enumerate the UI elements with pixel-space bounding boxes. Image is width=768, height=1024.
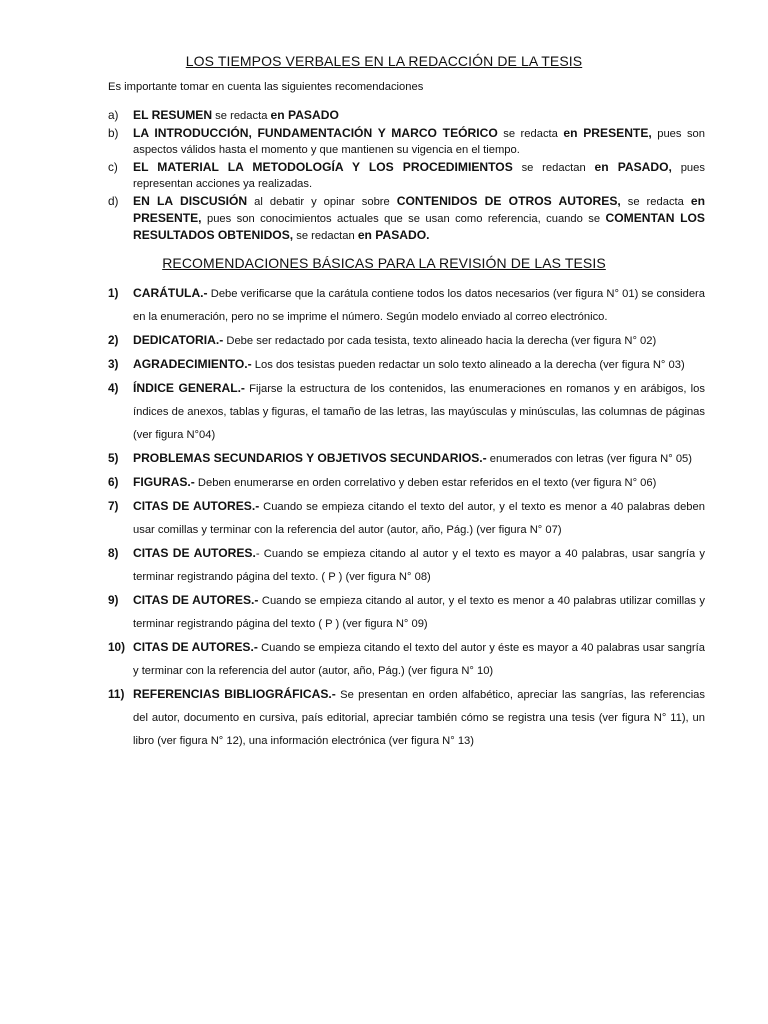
list-item <box>108 193 705 244</box>
item-heading: CITAS DE AUTORES.- <box>133 499 260 513</box>
list-item <box>108 495 705 542</box>
item-emphasis: en PASADO. <box>357 228 430 242</box>
list-item <box>108 353 705 377</box>
item-text: enumerados con letras (ver figura N° 05) <box>486 453 693 465</box>
list-marker: 6) <box>108 475 119 489</box>
list-item <box>108 159 705 192</box>
item-text: se redactan <box>512 162 595 174</box>
intro-text: Es importante tomar en cuenta las siguientes recomendaciones <box>108 81 424 93</box>
item-heading: CITAS DE AUTORES. <box>133 546 256 560</box>
item-heading: REFERENCIAS BIBLIOGRÁFICAS.- <box>133 687 336 701</box>
list-item <box>108 377 705 447</box>
item-text: pues son aspectos válidos hasta el momento y que mantienen su vigencia en el tiempo. <box>133 128 705 156</box>
list-item <box>108 107 705 124</box>
list-marker: 4) <box>108 381 119 395</box>
list-marker: b) <box>108 126 119 140</box>
item-heading: PROBLEMAS SECUNDARIOS Y OBJETIVOS SECUNDARIOS.- <box>133 451 487 465</box>
item-text: Debe verificarse que la carátula contiene todos los datos necesarios (ver figura N° 01) se considera en la enumeración, pero no se imprime el número. Según modelo enviado al correo electrónico. <box>133 288 705 323</box>
item-text: Deben enumerarse en orden correlativo y deben estar referidos en el texto (ver figura N° 06) <box>194 477 657 489</box>
item-emphasis: en PASADO <box>270 108 339 122</box>
list-marker: 5) <box>108 451 119 465</box>
list-marker: 8) <box>108 546 119 560</box>
item-emphasis: en PRESENTE, <box>133 194 705 225</box>
item-text: Cuando se empieza citando el texto del autor, y el texto es menor a 40 palabras deben usar comillas y terminar con la referencia del autor (autor, año, Pág.) (ver figura N° 07) <box>133 501 705 536</box>
item-heading: ÍNDICE GENERAL.- <box>133 381 245 395</box>
item-text: pues representan acciones ya realizadas. <box>133 162 705 190</box>
item-text: pues son conocimientos actuales que se usan como referencia, cuando se <box>201 213 606 225</box>
list-marker: 7) <box>108 499 119 513</box>
item-heading: FIGURAS.- <box>133 475 195 489</box>
list-item <box>108 589 705 636</box>
list-marker: a) <box>108 108 119 122</box>
item-heading: EL RESUMEN <box>133 108 213 122</box>
list-item <box>108 447 705 471</box>
list-marker: d) <box>108 194 119 208</box>
item-text: se redacta <box>620 196 691 208</box>
item-text: Debe ser redactado por cada tesista, texto alineado hacia la derecha (ver figura N° 02) <box>223 335 657 347</box>
item-heading: AGRADECIMIENTO.- <box>133 357 252 371</box>
list-marker: c) <box>108 160 118 174</box>
item-text: se redacta <box>497 128 564 140</box>
item-text: Cuando se empieza citando al autor, y el texto es menor a 40 palabras utilizar comillas y terminar registrando página del texto ( P ) (ver figura N° 09) <box>133 595 705 630</box>
list-marker: 1) <box>108 286 119 300</box>
list-marker: 2) <box>108 333 119 347</box>
page-title: LOS TIEMPOS VERBALES EN LA REDACCIÓN DE LA TESIS <box>185 53 583 69</box>
list-marker: 10) <box>108 640 126 654</box>
item-heading: CITAS DE AUTORES.- <box>133 640 258 654</box>
item-heading: EN LA DISCUSIÓN <box>133 194 248 208</box>
item-heading: LA INTRODUCCIÓN, FUNDAMENTACIÓN Y MARCO TEÓRICO <box>133 126 498 140</box>
section-title: RECOMENDACIONES BÁSICAS PARA LA REVISIÓN DE LAS TESIS <box>162 255 606 271</box>
list-item <box>108 329 705 353</box>
list-marker: 9) <box>108 593 119 607</box>
item-text: Se presentan en orden alfabético, apreciar las sangrías, las referencias del autor, documento en cursiva, país editorial, apreciar también cómo se registra una tesis (ver figura N° 11), un libro (ver figura N° 12), una información electrónica (ver figura N° 13) <box>133 689 705 747</box>
list-marker: 3) <box>108 357 119 371</box>
list-item <box>108 636 705 683</box>
item-emphasis: en PASADO, <box>594 160 672 174</box>
item-emphasis: COMENTAN LOS RESULTADOS OBTENIDOS, <box>133 211 705 242</box>
list-item <box>108 542 705 589</box>
list-item <box>108 282 705 329</box>
item-emphasis: CONTENIDOS DE OTROS AUTORES, <box>396 194 621 208</box>
item-text: se redacta <box>212 110 271 122</box>
item-text: al debatir y opinar sobre <box>247 196 397 208</box>
item-text: Fijarse la estructura de los contenidos, las enumeraciones en romanos y en arábigos, los índices de anexos, tablas y figuras, el tamaño de las letras, las mayúsculas y minúsculas, las columnas de páginas (ver figura N°04) <box>133 383 705 441</box>
verb-tense-list <box>108 107 705 245</box>
item-text: - Cuando se empieza citando al autor y el texto es mayor a 40 palabras, usar sangría y terminar registrando página del texto. ( P ) (ver figura N° 08) <box>133 548 705 583</box>
item-heading: CITAS DE AUTORES.- <box>133 593 259 607</box>
item-text: Los dos tesistas pueden redactar un solo texto alineado a la derecha (ver figura N° 03) <box>251 359 685 371</box>
list-item <box>108 471 705 495</box>
item-emphasis: en PRESENTE, <box>563 126 652 140</box>
item-heading: CARÁTULA.- <box>133 286 208 300</box>
list-item <box>108 683 705 753</box>
item-text: Cuando se empieza citando el texto del autor y éste es mayor a 40 palabras usar sangría y terminar con la referencia del autor (autor, año, Pág.) (ver figura N° 10) <box>133 642 705 677</box>
revision-list <box>108 282 705 753</box>
list-marker: 11) <box>108 687 125 701</box>
item-text: se redactan <box>293 230 358 242</box>
item-heading: EL MATERIAL LA METODOLOGÍA Y LOS PROCEDIMIENTOS <box>133 160 513 174</box>
list-item <box>108 125 705 158</box>
item-heading: DEDICATORIA.- <box>133 333 224 347</box>
